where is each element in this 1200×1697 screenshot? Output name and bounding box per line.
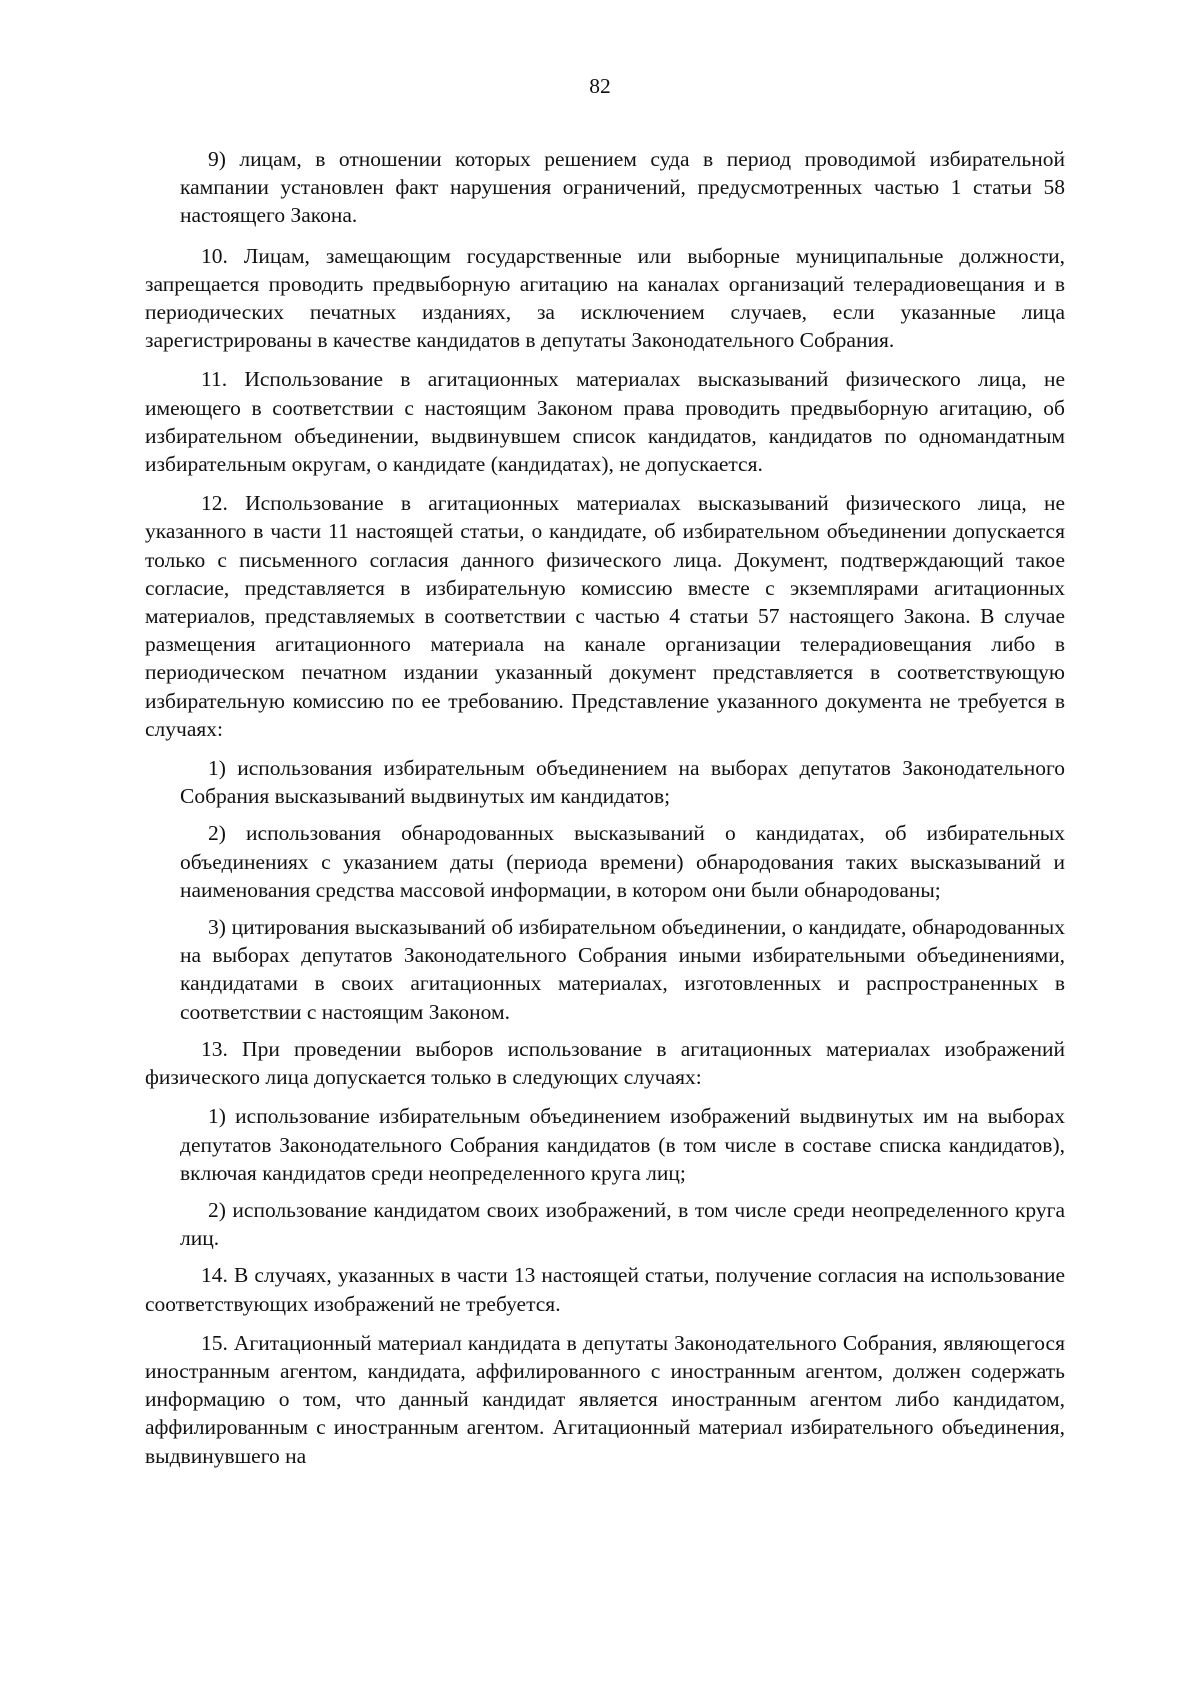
document-body bbox=[145, 145, 1065, 1481]
list-item: 3) цитирования высказываний об избирательном объединении, о кандидате, обнародованных на выборах депутатов Законодательного Собрания иными избирательными объединениями, кандидатами в своих агитационных материалах, изготовленных и распространенных в соответствии с настоящим Законом. bbox=[180, 915, 1065, 1024]
list-item: 2) использования обнародованных высказываний о кандидатах, об избирательных объединениях с указанием даты (периода времени) обнародования таких высказываний и наименования средства массовой информации, в котором они были обнародованы; bbox=[180, 821, 1065, 902]
list-item: 1) использование избирательным объединением изображений выдвинутых им на выборах депутатов Законодательного Собрания кандидатов (в том числе в составе списка кандидатов), включая кандидатов среди неопределенного круга лиц; bbox=[180, 1104, 1065, 1185]
list-item: 2) использование кандидатом своих изображений, в том числе среди неопределенного круга лиц. bbox=[180, 1197, 1065, 1251]
paragraph: 14. В случаях, указанных в части 13 настоящей статьи, получение согласия на использование соответствующих изображений не требуется. bbox=[145, 1263, 1065, 1316]
paragraph: 13. При проведении выборов использование в агитационных материалах изображений физического лица допускается только в следующих случаях: bbox=[145, 1036, 1065, 1090]
paragraph: 12. Использование в агитационных материалах высказываний физического лица, не указанного в части 11 настоящей статьи, о кандидате, об избирательном объединении допускается только с письменного согласия данного физического лица. Документ, подтверждающий такое согласие, представляется в избирательную комиссию вместе с экземплярами агитационных материалов, представляемых в соответствии с частью 4 статьи 57 настоящего Закона. В случае размещения агитационного материала на канале организации телерадиовещания либо в периодическом печатном издании указанный документ представляется в соответствующую избирательную комиссию по ее требованию. Представление указанного документа не требуется в случаях: bbox=[145, 491, 1065, 741]
page-number: 82 bbox=[589, 74, 611, 98]
list-item: 9) лицам, в отношении которых решением суда в период проводимой избирательной кампании установлен факт нарушения ограничений, предусмотренных частью 1 статьи 58 настоящего Закона. bbox=[180, 147, 1065, 228]
paragraph: 10. Лицам, замещающим государственные или выборные муниципальные должности, запрещается проводить предвыборную агитацию на каналах организаций телерадиовещания и в периодических печатных изданиях, за исключением случаев, если указанные лица зарегистрированы в качестве кандидатов в депутаты Законодательного Собрания. bbox=[145, 243, 1065, 353]
paragraph: 11. Использование в агитационных материалах высказываний физического лица, не имеющего в соответствии с настоящим Законом права проводить предвыборную агитацию, об избирательном объединении, выдвинувшем список кандидатов, кандидатов по одномандатным избирательным округам, о кандидате (кандидатах), не допускается. bbox=[145, 367, 1065, 477]
paragraph: 15. Агитационный материал кандидата в депутаты Законодательного Собрания, являющегося иностранным агентом, кандидата, аффилированного с иностранным агентом, должен содержать информацию о том, что данный кандидат является иностранным агентом либо кандидатом, аффилированным с иностранным агентом. Агитационный материал избирательного объединения, выдвинувшего на bbox=[145, 1330, 1065, 1468]
list-item: 1) использования избирательным объединением на выборах депутатов Законодательного Собрания высказываний выдвинутых им кандидатов; bbox=[180, 756, 1065, 809]
